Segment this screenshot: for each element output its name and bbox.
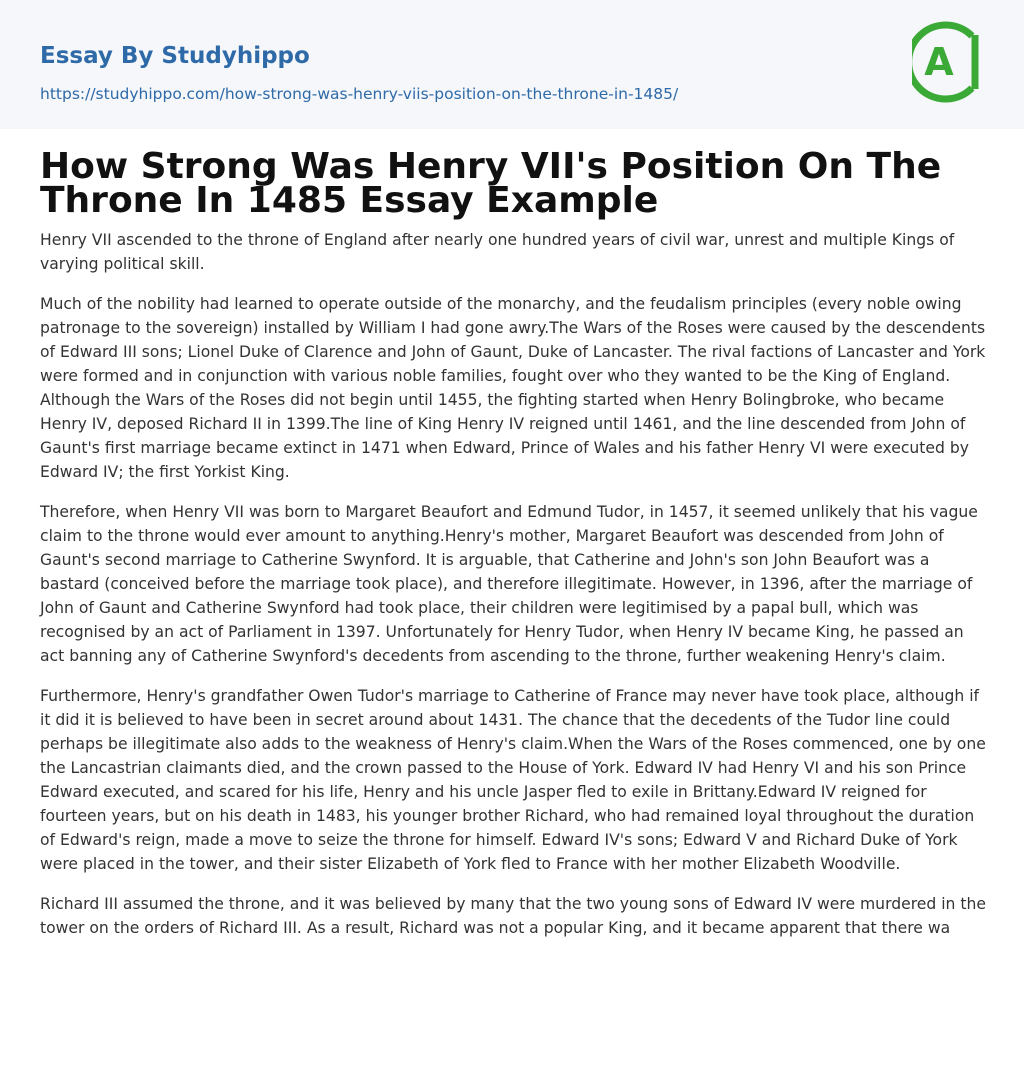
article-paragraph: Much of the nobility had learned to operate outside of the monarchy, and the feudalism principles (every noble owing patronage to the sovereign) installed by William I had gone awry.The Wars of the Roses were caused by the descendents of Edward III sons; Lionel Duke of Clarence and John of Gaunt, Duke of Lancaster. The rival factions of Lancaster and York were formed and in conjunction with various noble families, fought over who they wanted to be the King of England. Although the Wars of the Roses did not begin until 1455, the fighting started when Henry Bolingbroke, who became Henry IV, deposed Richard II in 1399.The line of King Henry IV reigned until 1461, and the line descended from John of Gaunt's first marriage became extinct in 1471 when Edward, Prince of Wales and his father Henry VI were executed by Edward IV; the first Yorkist King.: [40, 295, 986, 481]
site-brand[interactable]: Essay By Studyhippo: [40, 43, 310, 69]
logo-letter: A: [924, 40, 954, 84]
article-title: How Strong Was Henry VII's Position On The Throne In 1485 Essay Example: [40, 146, 942, 221]
article-paragraph: Richard III assumed the throne, and it was believed by many that the two young sons of Edward IV were murdered in the tower on the orders of Richard III. As a result, Richard was not a popular King, and it became apparent that there wa: [40, 895, 986, 937]
article-paragraph: Henry VII ascended to the throne of England after nearly one hundred years of civil war, unrest and multiple Kings of varying political skill.: [40, 231, 955, 273]
article-url-link[interactable]: https://studyhippo.com/how-strong-was-henry-viis-position-on-the-throne-in-1485/: [40, 85, 679, 103]
article-body: [40, 228, 988, 956]
article-paragraph: Furthermore, Henry's grandfather Owen Tudor's marriage to Catherine of France may never have took place, although if it did it is believed to have been in secret around about 1431. The chance that the decedents of the Tudor line could perhaps be illegitimate also adds to the weakness of Henry's claim.When the Wars of the Roses commenced, one by one the Lancastrian claimants died, and the crown passed to the House of York. Edward IV had Henry VI and his son Prince Edward executed, and scared for his life, Henry and his uncle Jasper fled to exile in Brittany.Edward IV reigned for fourteen years, but on his death in 1483, his younger brother Richard, who had remained loyal throughout the duration of Edward's reign, made a move to seize the throne for himself. Edward IV's sons; Edward V and Richard Duke of York were placed in the tower, and their sister Elizabeth of York fled to France with her mother Elizabeth Woodville.: [40, 687, 986, 873]
article-paragraph: Therefore, when Henry VII was born to Margaret Beaufort and Edmund Tudor, in 1457, it seemed unlikely that his vague claim to the throne would ever amount to anything.Henry's mother, Margaret Beaufort was descended from John of Gaunt's second marriage to Catherine Swynford. It is arguable, that Catherine and John's son John Beaufort was a bastard (conceived before the marriage took place), and therefore illegitimate. However, in 1396, after the marriage of John of Gaunt and Catherine Swynford had took place, their children were legitimised by a papal bull, which was recognised by an act of Parliament in 1397. Unfortunately for Henry Tudor, when Henry IV became King, he passed an act banning any of Catherine Swynford's decedents from ascending to the throne, further weakening Henry's claim.: [40, 503, 978, 665]
